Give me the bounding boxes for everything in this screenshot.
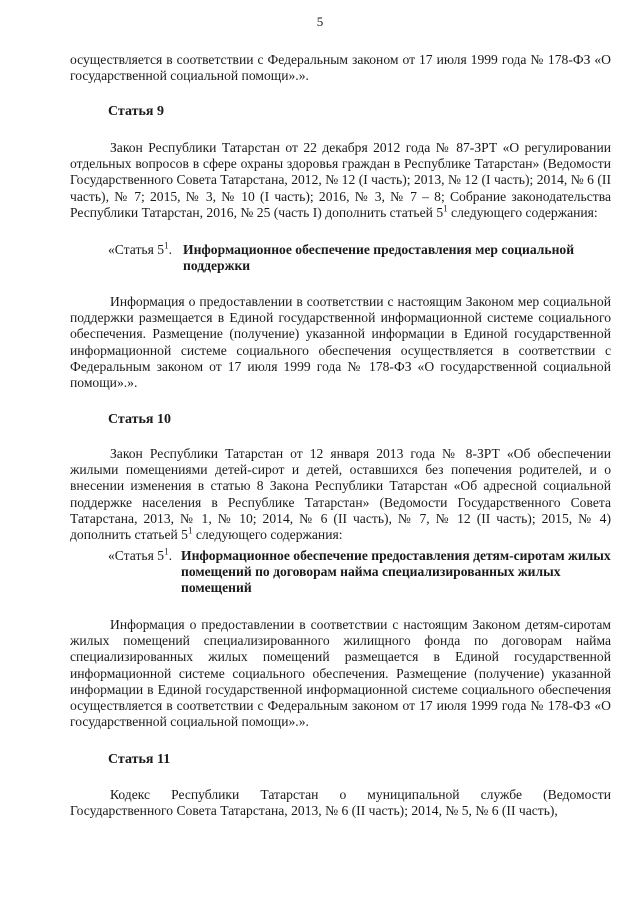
article-9-heading: Статья 9 — [108, 104, 164, 119]
article-9-paragraph-tail: следующего содержания: — [447, 204, 598, 220]
article-10-new-prefix: «Статья 5 — [108, 548, 165, 563]
article-11-heading: Статья 11 — [108, 752, 171, 767]
article-10-new-article-title: Информационное обеспечение предоставления детям-сиротам жилых помещений по договорам найма специализированных жилых помещений — [181, 548, 611, 596]
article-9-paragraph — [70, 140, 611, 221]
page-number: 5 — [316, 14, 324, 29]
article-9-paragraph-text: Закон Республики Татарстан от 22 декабря 2012 года № 87-ЗРТ «О регулировании отдельных вопросов в сфере охраны здоровья граждан в Республике Татарстан» (Ведомости Государственного Совета Татарстана, 2012, № 12 (I часть); 2013, № 12 (I часть); 2014, № 6 (II часть), № 7; 2015, № 3, № 10 (I часть); 2016, № 3, № 7 – 8; Собрание законодательства Республики Татарстан, 2016, № 25 (часть I) дополнить статьей 5 — [70, 140, 611, 220]
article-10-new-sup: 1 — [164, 546, 169, 557]
article-9-new-article-number — [108, 242, 172, 258]
article-10-new-dot: . — [168, 548, 172, 563]
article-9-paragraph-sup: 1 — [443, 203, 448, 214]
article-10-new-article-number — [108, 548, 172, 564]
article-10-new-article-body: Информация о предоставлении в соответствии с настоящим Законом детям-сиротам жилых помещений специализированного жилищного фонда по договорам найма специализированных жилых помещений размещается в Единой государственной информационной системе социального обеспечения. Размещение (получение) указанной информации в Единой государственной информационной системе социального обеспечения осуществляется в соответствии с Федеральным законом от 17 июля 1999 года № 178-ФЗ «О государственной социальной помощи».». — [70, 617, 611, 730]
article-9-new-prefix: «Статья 5 — [108, 242, 165, 257]
article-9-new-dot: . — [168, 242, 172, 257]
article-10-heading: Статья 10 — [108, 412, 171, 427]
article-9-new-article-title: Информационное обеспечение предоставления мер социальной поддержки — [183, 242, 575, 274]
article-9-new-article-body: Информация о предоставлении в соответствии с настоящим Законом мер социальной поддержки размещается в Единой государственной информационной системе социального обеспечения. Размещение (получение) указанной информации в Единой государственной информационной системе социального обеспечения осуществляется в соответствии с Федеральным законом от 17 июля 1999 года № 178-ФЗ «О государственной социальной помощи».». — [70, 294, 611, 391]
article-10-paragraph-text: Закон Республики Татарстан от 12 января 2013 года № 8-ЗРТ «Об обеспечении жилыми помещениями детей-сирот и детей, оставшихся без попечения родителей, и о внесении изменения в статью 8 Закона Республики Татарстан «Об адресной социальной поддержке населения в Республике Татарстан» (Ведомости Государственного Совета Татарстана, 2013, № 1, № 10; 2014, № 6 (II часть), № 7, № 12 (II часть); 2015, № 4) дополнить статьей 5 — [70, 446, 611, 543]
article-10-paragraph — [70, 446, 611, 543]
article-10-paragraph-tail: следующего содержания: — [192, 527, 343, 543]
article-10-paragraph-sup: 1 — [187, 525, 193, 536]
intro-paragraph: осуществляется в соответствии с Федеральным законом от 17 июля 1999 года № 178-ФЗ «О государственной социальной помощи».». — [70, 52, 611, 84]
article-11-paragraph: Кодекс Республики Татарстан о муниципальной службе (Ведомости Государственного Совета Татарстана, 2013, № 6 (II часть); 2014, № 5, № 6 (II часть), — [70, 787, 611, 819]
article-9-new-sup: 1 — [164, 240, 169, 251]
